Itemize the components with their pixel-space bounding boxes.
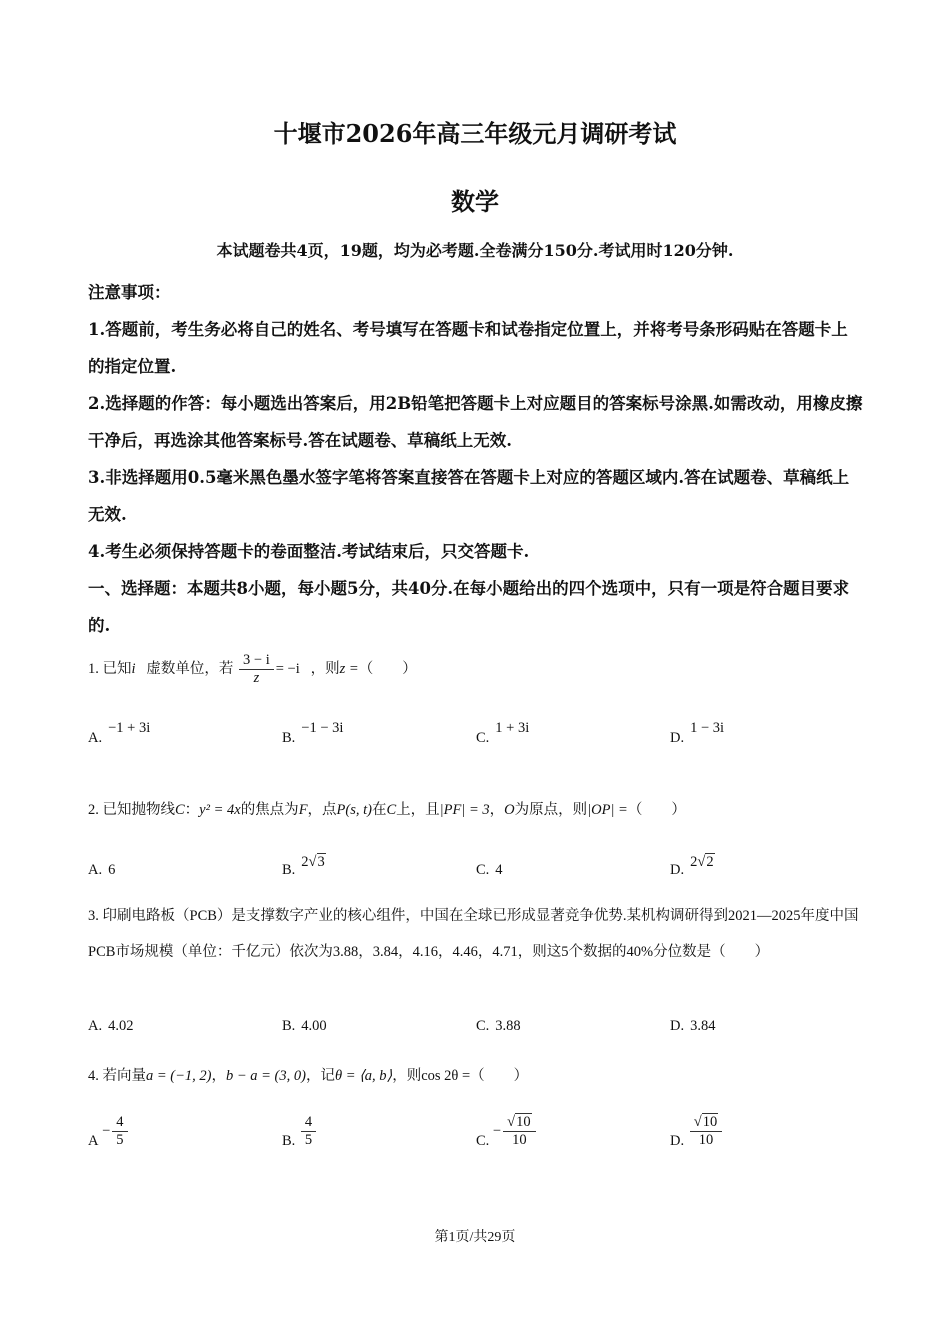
option-value xyxy=(690,854,714,871)
q2-text: 上，且 xyxy=(396,802,440,818)
section-heading: 一、选择题：本题共8小题，每小题5分，共40分.在每小题给出的四个选项中，只有一项是符合题目要求的. xyxy=(88,579,850,635)
frac-num: √10 xyxy=(690,1114,722,1132)
q2-eq: y² = 4x xyxy=(199,802,241,818)
option-label: D. xyxy=(670,862,685,878)
q4-text: ， xyxy=(211,1068,226,1084)
q1-text: 虚数单位，若 xyxy=(146,661,234,678)
option-fraction xyxy=(690,1114,722,1150)
option-value: 1 + 3i xyxy=(495,720,530,736)
q1-eq-rhs: = −i xyxy=(275,661,300,678)
sqrt-symbol: √3 xyxy=(308,854,325,870)
option-value: −1 + 3i xyxy=(108,720,151,736)
option-label: C. xyxy=(476,862,490,878)
q2-text: ， xyxy=(489,802,505,818)
frac-den: 10 xyxy=(698,1132,714,1149)
q2-option-b[interactable] xyxy=(282,854,326,879)
q1-text: 已知 xyxy=(102,661,132,678)
option-value: −1 − 3i xyxy=(301,720,344,736)
q2-paren: （ ） xyxy=(627,802,686,818)
q2-option-a[interactable] xyxy=(88,862,115,879)
option-label: D. xyxy=(670,1132,685,1149)
sqrt-coef: 2 xyxy=(690,854,698,870)
q1-ask: z = xyxy=(339,661,359,678)
q1-frac-den: z xyxy=(253,670,260,687)
option-label: C. xyxy=(476,1018,490,1034)
q2-number: 2. xyxy=(88,802,99,818)
question-3 xyxy=(88,898,864,970)
option-label: A. xyxy=(88,1018,103,1034)
q4-theta: θ = ⟨a, b⟩ xyxy=(334,1068,393,1084)
option-value: 3.88 xyxy=(495,1018,521,1034)
q1-number: 1. xyxy=(88,661,99,678)
q2-text: 在 xyxy=(371,802,387,818)
option-label: B. xyxy=(282,862,296,878)
sqrt-radicand: 3 xyxy=(317,854,325,870)
q2-var-c: C xyxy=(386,802,397,818)
q4-text: ，记 xyxy=(305,1068,335,1084)
question-2 xyxy=(88,798,864,819)
q4-paren: （ ） xyxy=(470,1068,529,1084)
q2-text: ，点 xyxy=(307,802,337,818)
frac-num: √10 xyxy=(503,1114,535,1132)
frac-num: 4 xyxy=(112,1114,127,1132)
frac-den: 10 xyxy=(512,1132,527,1149)
q4-number: 4. xyxy=(88,1068,99,1084)
option-fraction xyxy=(112,1114,127,1150)
sqrt-symbol: √2 xyxy=(697,854,714,870)
q2-text: 的焦点为 xyxy=(240,802,299,818)
q4-option-b[interactable] xyxy=(282,1114,318,1150)
sqrt-radicand: 2 xyxy=(706,854,714,870)
sqrt-radicand: 10 xyxy=(516,1114,531,1130)
option-label: C. xyxy=(476,730,490,746)
notes-heading: 注意事项： xyxy=(88,283,171,302)
q4-text: 若向量 xyxy=(102,1068,146,1084)
q2-text: 为原点，则 xyxy=(514,802,588,818)
frac-den: 5 xyxy=(304,1132,313,1149)
sqrt-coef: 2 xyxy=(301,854,309,870)
subject-title: 数学 xyxy=(451,187,499,216)
q1-paren: （ ） xyxy=(358,661,417,678)
exam-intro: 本试题卷共4页，19题，均为必考题.全卷满分150分.考试用时120分钟. xyxy=(216,241,734,260)
option-label: B. xyxy=(282,730,296,746)
q1-option-d[interactable] xyxy=(670,720,725,747)
note-item-3: 3.非选择题用0.5毫米黑色墨水签字笔将答案直接答在答题卡上对应的答题区域内.答在试题卷、草稿纸上无效. xyxy=(88,468,850,524)
option-value: 4 xyxy=(495,862,503,878)
option-fraction xyxy=(301,1114,316,1150)
q1-fraction xyxy=(239,652,274,688)
option-value: 3.84 xyxy=(690,1018,716,1034)
option-fraction xyxy=(503,1114,535,1150)
option-label: B. xyxy=(282,1018,296,1034)
frac-den: 5 xyxy=(116,1132,124,1149)
option-label: B. xyxy=(282,1132,296,1149)
q4-option-d[interactable] xyxy=(670,1114,724,1150)
q4-ask: cos 2θ = xyxy=(421,1068,471,1084)
q1-var-i: i xyxy=(131,661,136,678)
option-sign: − xyxy=(492,1123,502,1140)
q2-option-c[interactable] xyxy=(476,862,503,879)
q2-var-c: C xyxy=(175,802,185,818)
option-label: A xyxy=(88,1132,99,1149)
frac-num: 4 xyxy=(301,1114,316,1132)
note-item-4: 4.考生必须保持答题卡的卷面整洁.考试结束后，只交答题卡. xyxy=(88,542,530,561)
option-value: 4.02 xyxy=(108,1018,134,1034)
q1-option-b[interactable] xyxy=(282,720,344,747)
notes-section xyxy=(88,274,864,644)
q2-text: 已知抛物线 xyxy=(102,802,175,818)
q1-option-c[interactable] xyxy=(476,720,530,747)
q3-text: 印刷电路板（PCB）是支撑数字产业的核心组件，中国在全球已形成显著竞争优势.某机构调研得到2021—2025年度中国PCB市场规模（单位：千亿元）依次为3.88，3.84，4.16，4.46，4.71，则这5个数据的40%分位数是（ ） xyxy=(88,908,859,960)
q2-text: ： xyxy=(184,802,200,818)
option-value: 4.00 xyxy=(301,1018,327,1034)
option-value xyxy=(301,854,325,871)
q4-option-c[interactable] xyxy=(476,1114,538,1150)
option-label: A. xyxy=(88,730,103,746)
q1-text: ，则 xyxy=(310,661,340,678)
q3-option-c[interactable] xyxy=(476,1018,521,1035)
q4-option-a[interactable] xyxy=(88,1114,130,1150)
option-value: 6 xyxy=(108,862,116,878)
q4-text: ，则 xyxy=(392,1068,422,1084)
q3-option-a[interactable] xyxy=(88,1018,133,1035)
q3-option-b[interactable] xyxy=(282,1018,327,1035)
q2-var-o: O xyxy=(504,802,515,818)
q1-frac-num: 3 − i xyxy=(239,652,274,670)
sqrt-radicand: 10 xyxy=(702,1114,718,1130)
q2-var-f: F xyxy=(298,802,308,818)
q3-number: 3. xyxy=(88,908,99,924)
q1-option-a[interactable] xyxy=(88,720,151,747)
q2-cond: |PF| = 3 xyxy=(439,802,490,818)
note-item-1: 1.答题前，考生务必将自己的姓名、考号填写在答题卡和试卷指定位置上，并将考号条形码贴在答题卡上的指定位置. xyxy=(88,320,848,376)
option-label: D. xyxy=(670,1018,685,1034)
q4-vec-b: b − a = (3, 0) xyxy=(225,1068,306,1084)
q3-option-d[interactable] xyxy=(670,1018,715,1035)
q4-vec-a: a = (−1, 2) xyxy=(146,1068,212,1084)
q2-option-d[interactable] xyxy=(670,854,715,879)
q2-ask: |OP| = xyxy=(587,802,628,818)
option-sign: − xyxy=(102,1123,111,1140)
question-1 xyxy=(88,652,864,688)
note-item-2: 2.选择题的作答：每小题选出答案后，用2B铅笔把答题卡上对应题目的答案标号涂黑.如需改动，用橡皮擦干净后，再选涂其他答案标号.答在试题卷、草稿纸上无效. xyxy=(88,394,863,450)
option-label: C. xyxy=(476,1132,490,1149)
question-4 xyxy=(88,1064,864,1085)
option-label: A. xyxy=(88,862,103,878)
q2-point: P(s, t) xyxy=(336,802,372,818)
option-value: 1 − 3i xyxy=(690,720,725,736)
page-footer: 第1页/共29页 xyxy=(434,1230,516,1245)
option-label: D. xyxy=(670,730,685,746)
exam-title: 十堰市2026年高三年级元月调研考试 xyxy=(273,119,677,148)
